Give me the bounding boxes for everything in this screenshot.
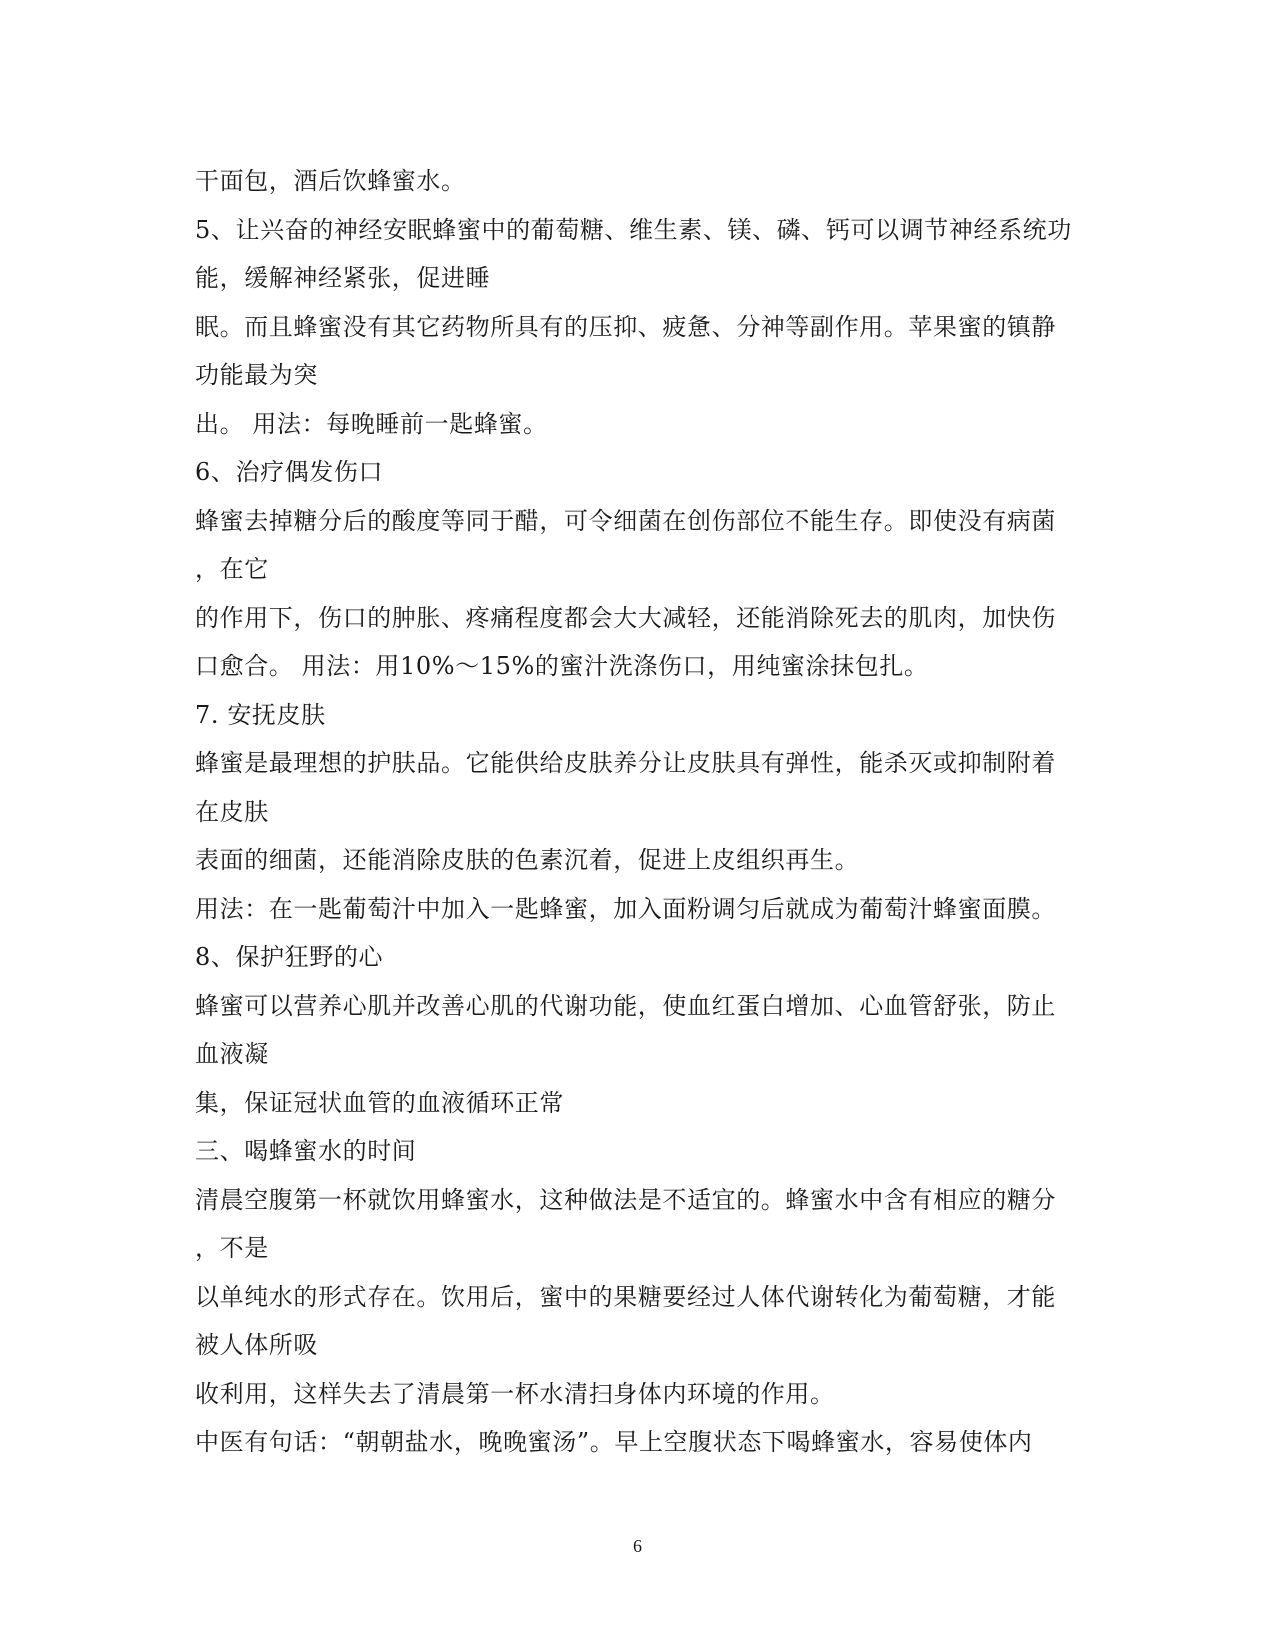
body-text [195,157,1095,1467]
section-heading: 6、治疗偶发伤口 [195,458,384,486]
text-line: 中医有句话：“朝朝盐水，晚晚蜜汤”。早上空腹状态下喝蜂蜜水，容易使体内 [195,1428,1033,1456]
text-line: 5、让兴奋的神经安眠蜂蜜中的葡萄糖、维生素、镁、磷、钙可以调节神经系统功 [195,215,1072,244]
text-line: ，在它 [195,555,269,583]
text-line: 表面的细菌，还能消除皮肤的色素沉着，促进上皮组织再生。 [195,846,860,874]
text-line: 蜂蜜可以营养心肌并改善心肌的代谢功能，使血红蛋白增加、心血管舒张，防止 [195,991,1056,1020]
text-line: 蜂蜜去掉糖分后的酸度等同于醋，可令细菌在创伤部位不能生存。即使没有病菌 [195,506,1056,535]
text-line: 功能最为突 [195,361,318,389]
text-line: 血液凝 [195,1040,269,1068]
text-line: 出。 用法：每晚睡前一匙蜂蜜。 [195,409,548,438]
text-line: 收利用，这样失去了清晨第一杯水清扫身体内环境的作用。 [195,1379,835,1408]
text-line: 集，保证冠状血管的血液循环正常 [195,1088,564,1117]
text-line: 以单纯水的形式存在。饮用后，蜜中的果糖要经过人体代谢转化为葡萄糖，才能 [195,1282,1056,1311]
text-line: 被人体所吸 [195,1331,318,1359]
page-number: 6 [633,1536,642,1556]
text-line: 的作用下，伤口的肿胀、疼痛程度都会大大减轻，还能消除死去的肌肉，加快伤 [195,603,1056,632]
text-line: 干面包，酒后饮蜂蜜水。 [195,167,466,195]
text-line: 清晨空腹第一杯就饮用蜂蜜水，这种做法是不适宜的。蜂蜜水中含有相应的糖分 [195,1185,1056,1214]
section-heading: 8、保护狂野的心 [195,943,384,971]
text-line: ，不是 [195,1234,269,1262]
text-line: 能，缓解神经紧张，促进睡 [195,264,491,292]
text-line: 在皮肤 [195,797,269,826]
text-line: 眠。而且蜂蜜没有其它药物所具有的压抑、疲惫、分神等副作用。苹果蜜的镇静 [195,312,1056,341]
section-heading: 7. 安抚皮肤 [195,700,326,729]
text-line: 口愈合。 用法：用10%～15%的蜜汁洗涤伤口，用纯蜜涂抹包扎。 [195,652,929,680]
section-heading: 三、喝蜂蜜水的时间 [195,1137,417,1165]
text-line: 用法：在一匙葡萄汁中加入一匙蜂蜜，加入面粉调匀后就成为葡萄汁蜂蜜面膜。 [195,894,1056,923]
text-line: 蜂蜜是最理想的护肤品。它能供给皮肤养分让皮肤具有弹性，能杀灭或抑制附着 [195,749,1056,777]
